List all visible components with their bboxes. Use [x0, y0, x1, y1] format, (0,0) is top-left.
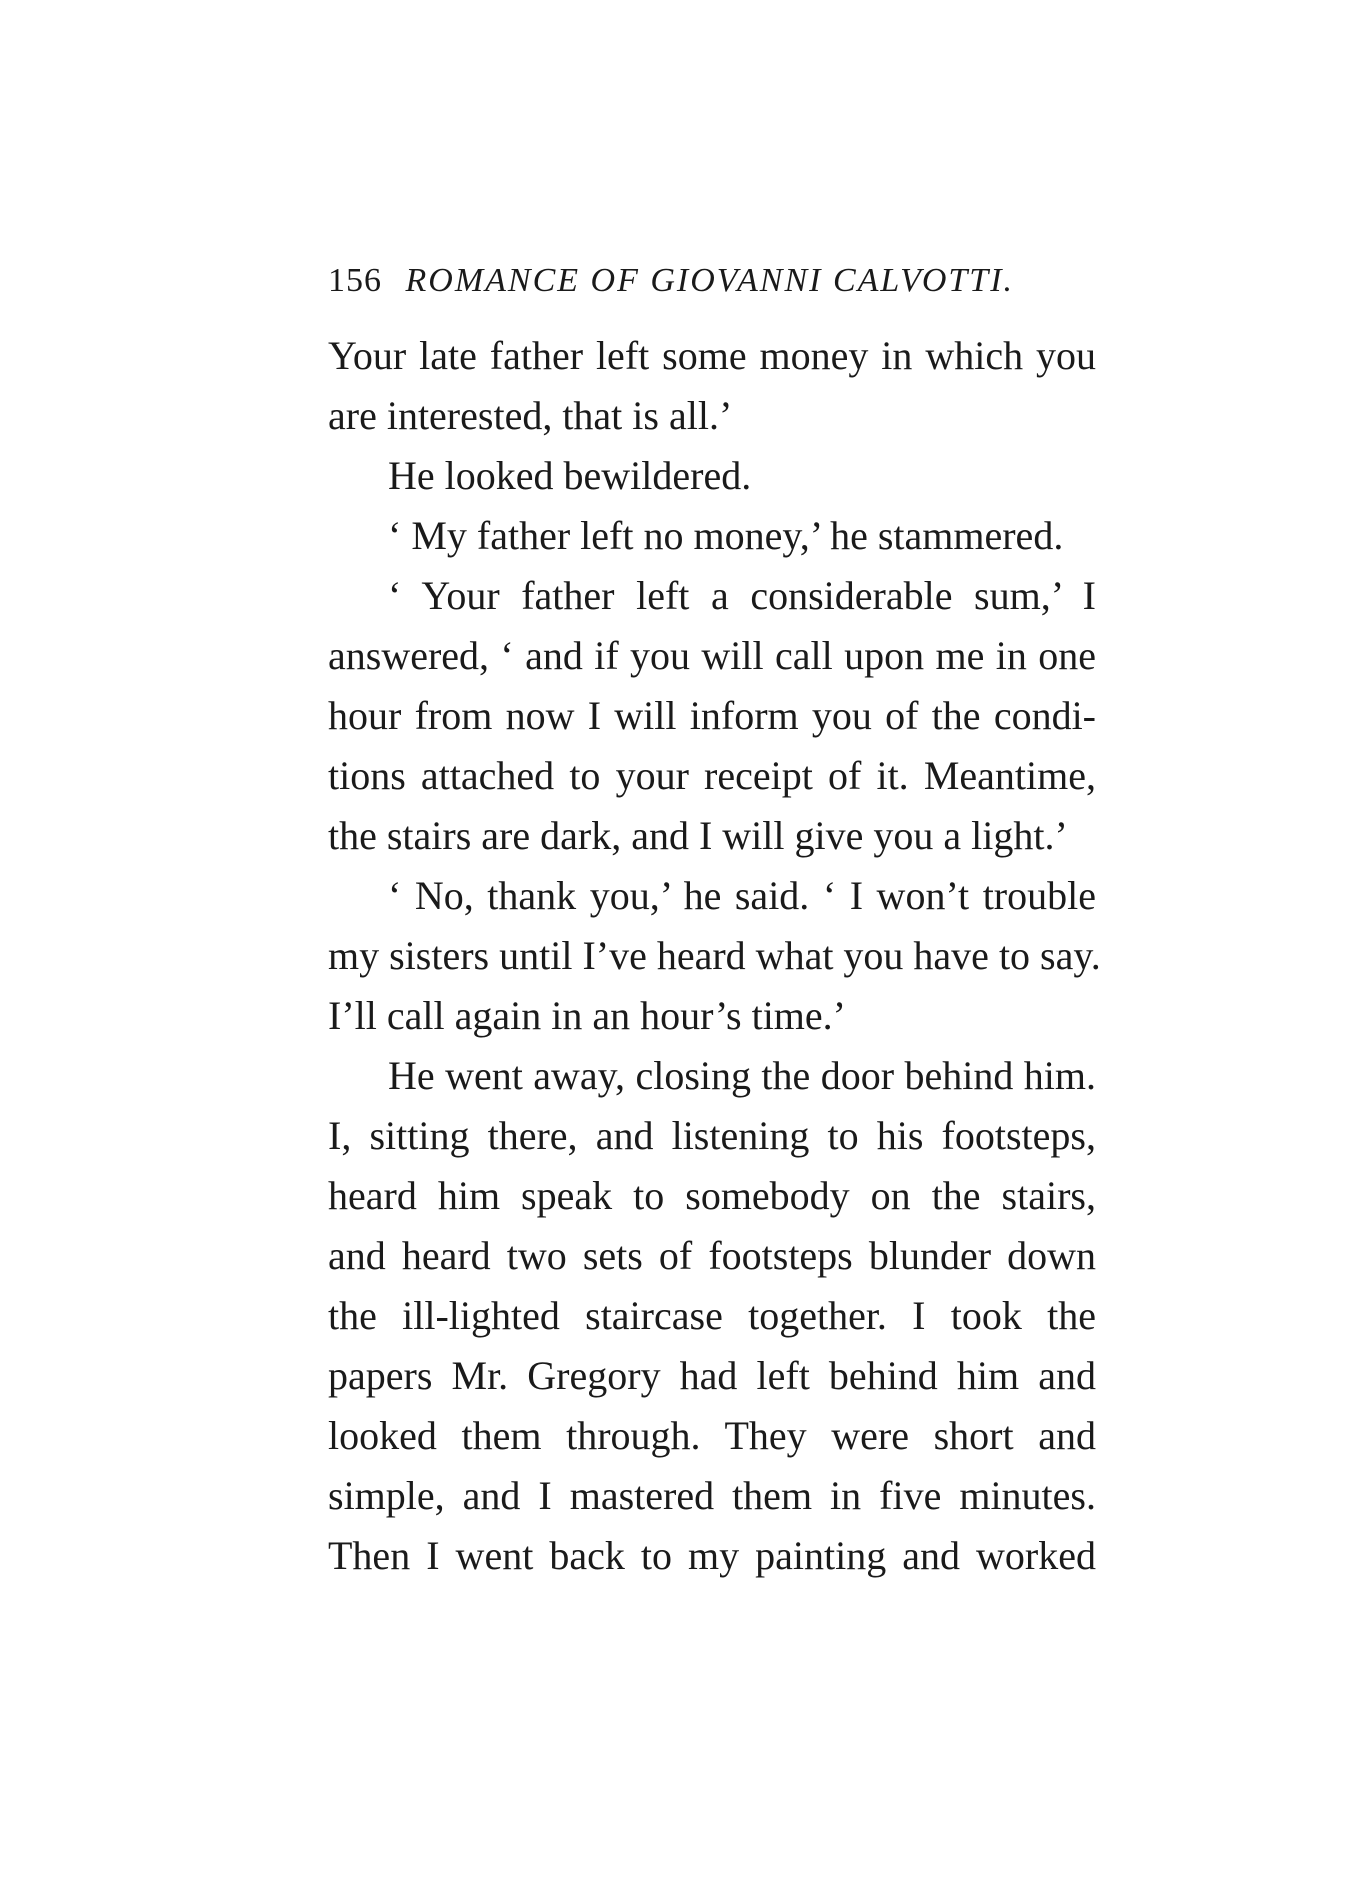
- text-line: heard him speak to somebody on the stairs,: [328, 1173, 1096, 1218]
- text-line: He went away, closing the door behind him.: [388, 1053, 1096, 1098]
- text-line: Then I went back to my painting and worked: [328, 1533, 1096, 1578]
- text-line: looked them through. They were short and: [328, 1413, 1096, 1458]
- text-line: answered, ‘ and if you will call upon me in one: [328, 633, 1096, 678]
- running-title: ROMANCE OF GIOVANNI CALVOTTI.: [405, 262, 1015, 299]
- text-line: are interested, that is all.’: [328, 393, 733, 438]
- text-line: Your late father left some money in which you: [328, 333, 1096, 378]
- text-line: papers Mr. Gregory had left behind him and: [328, 1353, 1096, 1398]
- text-line: my sisters until I’ve heard what you have to say.: [328, 933, 1101, 978]
- text-line: I, sitting there, and listening to his footsteps,: [328, 1113, 1096, 1158]
- text-line: the ill-lighted staircase together. I took the: [328, 1293, 1096, 1338]
- text-line: ‘ No, thank you,’ he said. ‘ I won’t trouble: [388, 873, 1096, 918]
- page-body: [328, 326, 1101, 1586]
- text-line: and heard two sets of footsteps blunder down: [328, 1233, 1096, 1278]
- text-line: ‘ My father left no money,’ he stammered.: [388, 513, 1064, 558]
- text-line: simple, and I mastered them in five minutes.: [328, 1473, 1096, 1518]
- text-line: the stairs are dark, and I will give you a light.’: [328, 813, 1068, 858]
- text-line: ‘ Your father left a considerable sum,’ I: [388, 573, 1096, 618]
- text-line: I’ll call again in an hour’s time.’: [328, 993, 846, 1038]
- text-line: He looked bewildered.: [388, 453, 752, 498]
- running-header: [328, 262, 1014, 300]
- text-line: hour from now I will inform you of the condi-: [328, 693, 1096, 738]
- page-number: 156: [328, 262, 382, 299]
- text-line: tions attached to your receipt of it. Meantime,: [328, 753, 1096, 798]
